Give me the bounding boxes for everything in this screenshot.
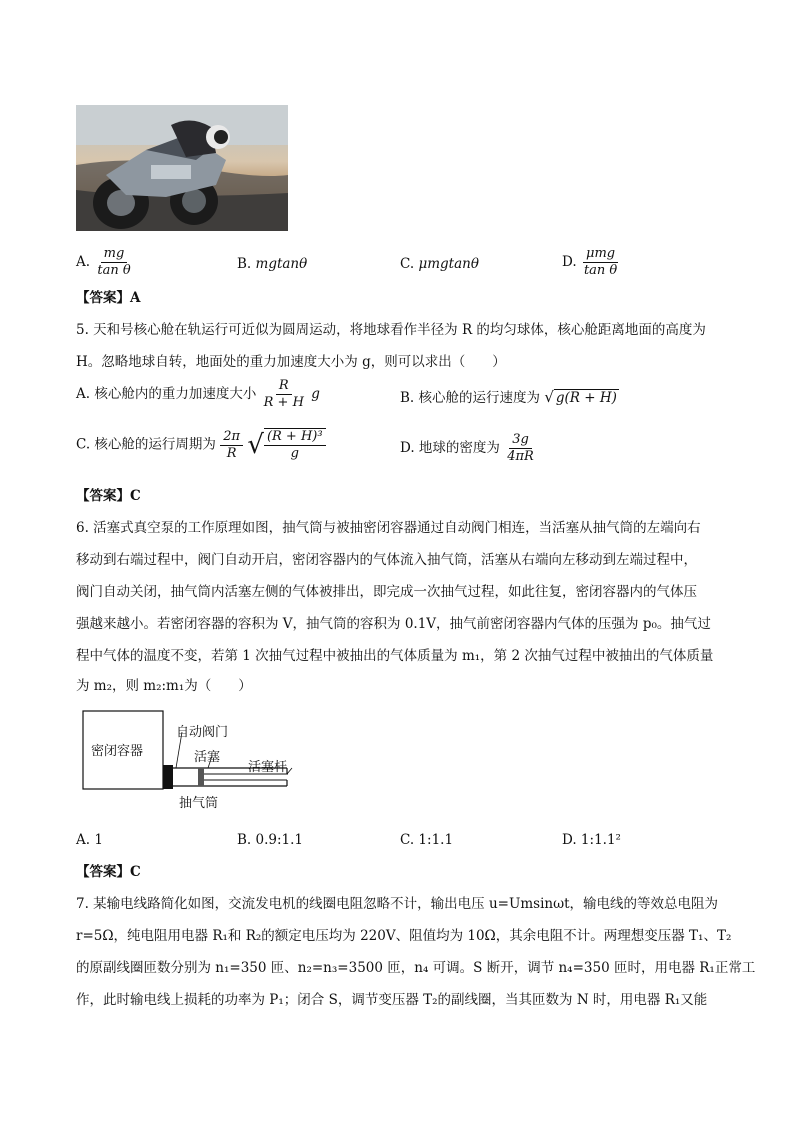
option-text: μmgtanθ (418, 256, 479, 272)
q7-line-2: r=5Ω，纯电阻用电器 R₁和 R₂的额定电压均为 220V、阻值均为 10Ω，其余电阻不计。两理想变压器 T₁、T₂ (76, 928, 732, 944)
label-container: 密闭容器 (91, 744, 144, 759)
q6-line-4: 强越来越小。若密闭容器的容积为 V，抽气筒的容积为 0.1V，抽气前密闭容器内气体的压强为 p₀。抽气过 (76, 616, 711, 632)
option-text: D. 地球的密度为 (400, 440, 500, 456)
option-text: A. 核心舱内的重力加速度大小 (76, 386, 257, 402)
option-letter: A. (76, 254, 91, 270)
q6-option-b: B. 0.9:1.1 (237, 832, 303, 848)
q6-option-d: D. 1:1.1² (562, 832, 621, 848)
numerator: R (276, 378, 292, 395)
q6-line-2: 移动到右端过程中，阀门自动开启，密闭容器内的气体流入抽气筒，活塞从右端向左移动到左端过程中， (76, 552, 697, 568)
q7-line-1: 7. 某输电线路简化如图，交流发电机的线圈电阻忽略不计，输出电压 u=Umsinωt，输电线的等效总电阻为 (76, 896, 719, 912)
q6-option-a: A. 1 (76, 832, 103, 848)
label-cylinder: 抽气筒 (179, 796, 219, 811)
numerator: 3g (509, 432, 532, 449)
q5-option-d (400, 432, 537, 465)
label-rod: 活塞杆 (248, 760, 288, 775)
numerator: 2π (220, 429, 243, 446)
option-letter: B. (237, 256, 252, 272)
fraction (261, 378, 307, 411)
fraction (220, 429, 243, 462)
numerator: μmg (583, 246, 618, 263)
option-text: mgtanθ (255, 256, 308, 272)
radical-fraction (264, 428, 326, 462)
fraction (94, 246, 133, 279)
denominator: R (226, 445, 237, 461)
q6-answer: 【答案】C (76, 864, 141, 880)
q4-option-b (237, 256, 307, 272)
motorcycle-photo (76, 105, 288, 231)
q5-stem-line-1: 5. 天和号核心舱在轨运行可近似为圆周运动，将地球看作半径为 R 的均匀球体，核心舱距离地面的高度为 (76, 322, 706, 338)
numerator: mg (101, 246, 128, 263)
label-piston: 活塞 (194, 750, 221, 765)
numerator: (R + H)³ (264, 429, 326, 446)
denominator: tan θ (583, 263, 618, 278)
q5-answer: 【答案】C (76, 488, 141, 504)
q6-line-3: 阀门自动关闭，抽气筒内活塞左侧的气体被排出，即完成一次抽气过程，如此往复，密闭容器内的气体压 (76, 584, 697, 600)
denominator: R + H (263, 395, 304, 410)
q4-option-d (562, 246, 620, 279)
q6-line-6: 为 m₂，则 m₂:m₁为（ ） (76, 678, 252, 694)
q6-option-c: C. 1:1.1 (400, 832, 454, 848)
denominator: tan θ (97, 263, 131, 278)
fraction (504, 432, 537, 465)
option-tail: g (311, 386, 320, 402)
q7-line-4: 作，此时输电线上损耗的功率为 P₁；闭合 S，调节变压器 T₂的副线圈，当其匝数为 N 时，用电器 R₁又能 (76, 992, 708, 1008)
option-text: C. 核心舱的运行周期为 (76, 436, 216, 453)
sqrt-icon: √ (544, 388, 554, 406)
sqrt-icon: √ (247, 430, 264, 460)
denominator: g (290, 446, 299, 461)
vacuum-pump-diagram (82, 710, 312, 814)
q4-option-a (76, 246, 134, 279)
q6-line-1: 6. 活塞式真空泵的工作原理如图，抽气筒与被抽密闭容器通过自动阀门相连，当活塞从抽气筒的左端向右 (76, 520, 701, 536)
q7-line-3: 的原副线圈匝数分别为 n₁=350 匝、n₂=n₃=3500 匝，n₄ 可调。S 断开，调节 n₄=350 匝时，用电器 R₁正常工 (76, 960, 756, 976)
q6-line-5: 程中气体的温度不变，若第 1 次抽气过程中被抽出的气体质量为 m₁，第 2 次抽气过程中被抽出的气体质量 (76, 648, 714, 664)
option-text: B. 核心舱的运行速度为 (400, 390, 541, 406)
q4-answer: 【答案】A (76, 290, 141, 306)
q4-option-c (400, 256, 479, 272)
q5-option-b (400, 386, 619, 406)
label-valve: 自动阀门 (176, 725, 229, 740)
q5-option-c (76, 428, 326, 462)
denominator: 4πR (507, 449, 534, 464)
radicand: g(R + H) (555, 390, 617, 406)
option-letter: C. (400, 256, 415, 272)
q5-option-a (76, 378, 320, 411)
motorcycle-illustration (76, 105, 288, 231)
fraction (581, 246, 620, 279)
q5-stem-line-2: H。忽略地球自转，地面处的重力加速度大小为 g，则可以求出（ ） (76, 354, 506, 370)
option-letter: D. (562, 254, 577, 270)
